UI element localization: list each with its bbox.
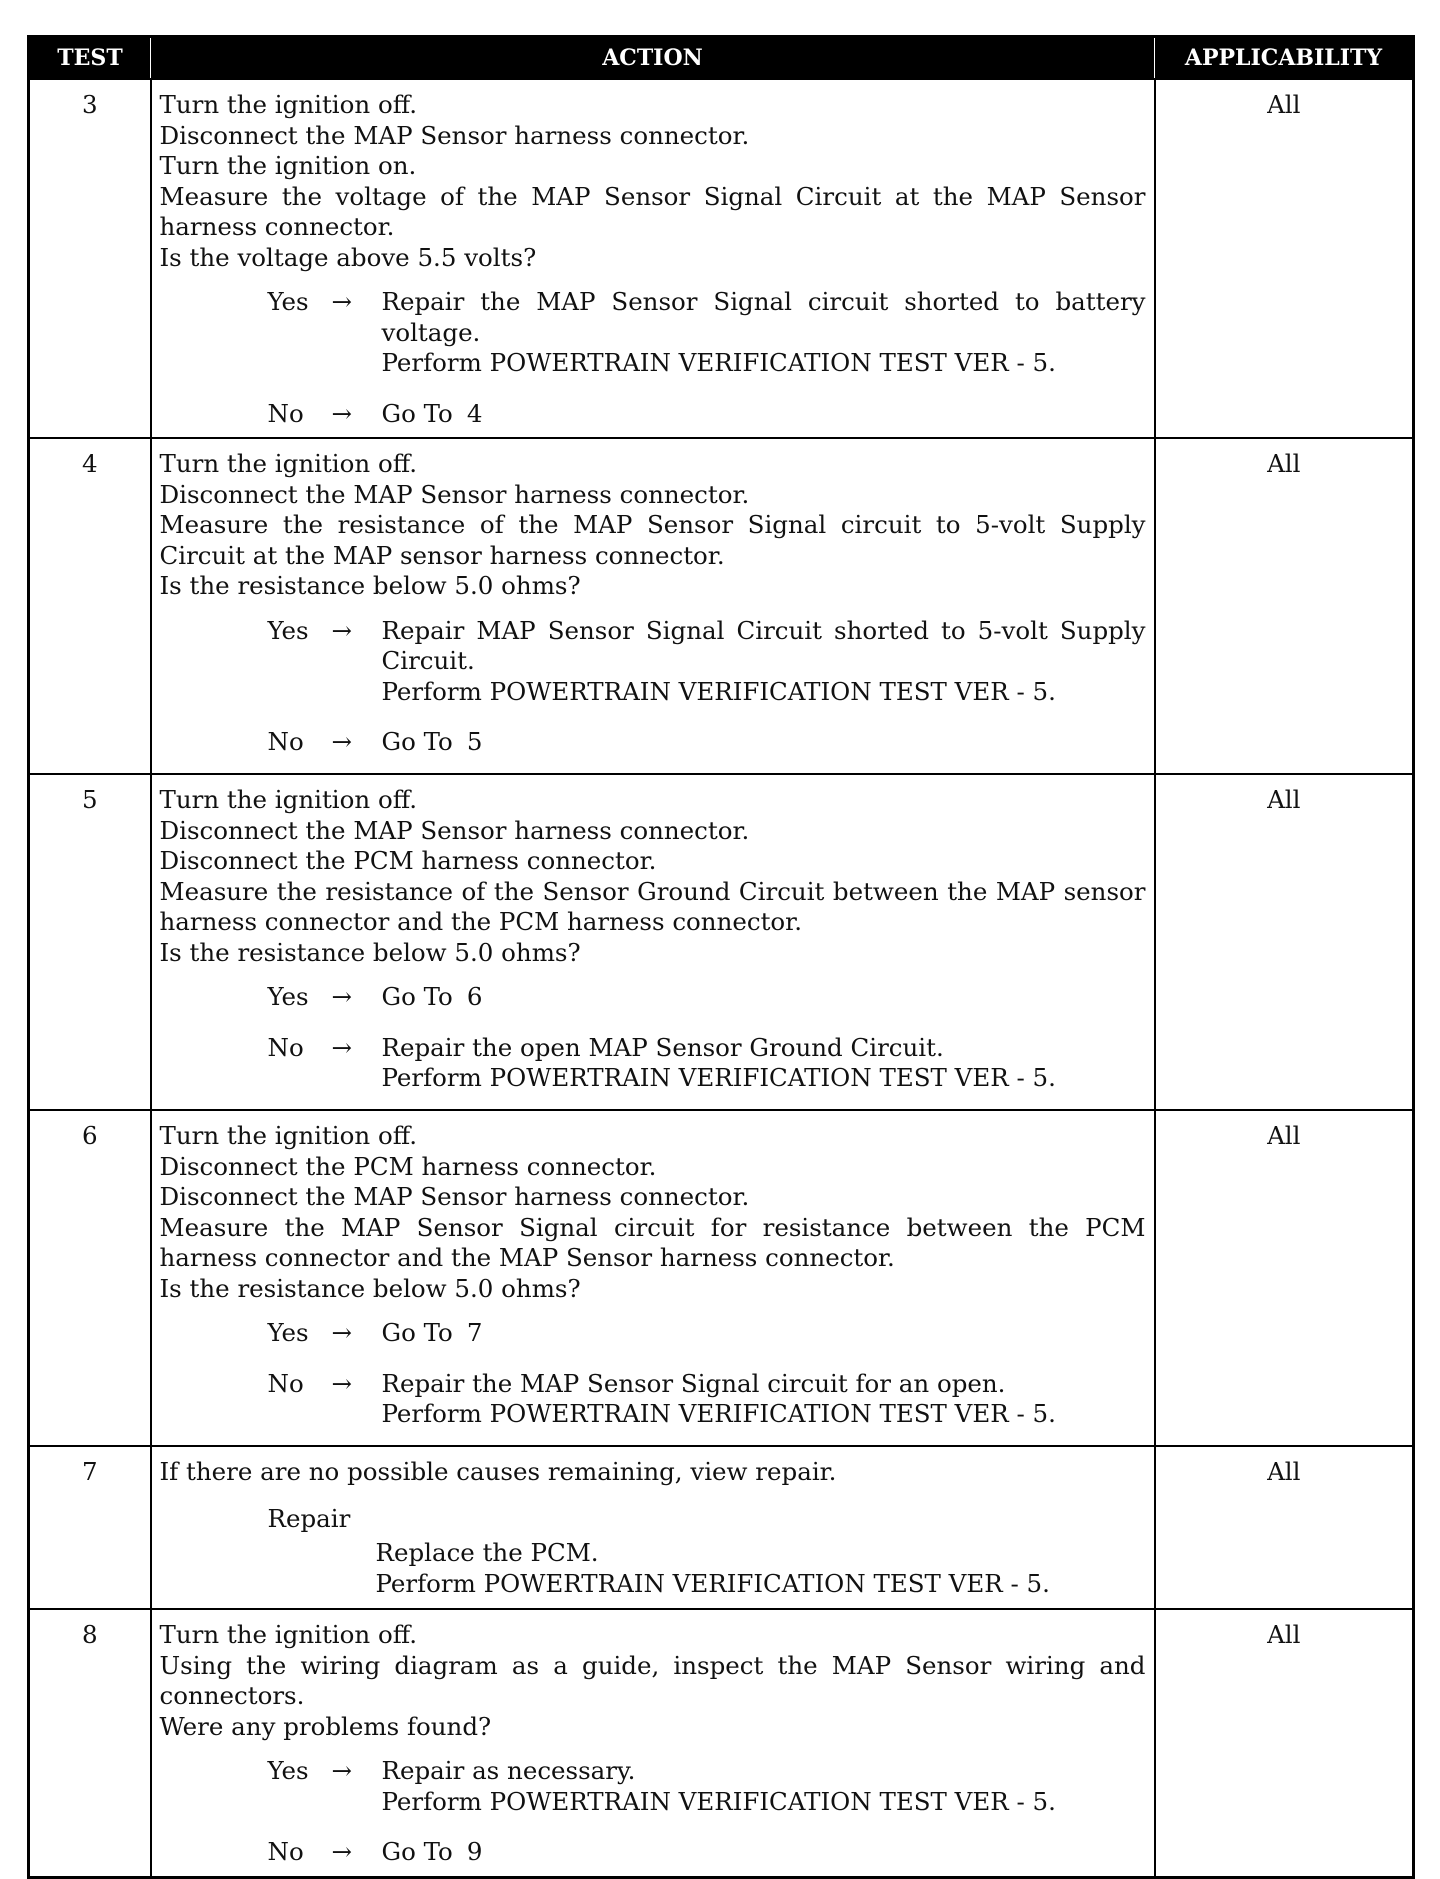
goto-text: Go To (381, 398, 453, 428)
table-row (29, 1446, 1414, 1609)
table-row (29, 774, 1414, 1110)
repair-instructions (376, 1538, 1146, 1599)
answer-result (382, 727, 1146, 758)
answer-result (382, 1756, 1146, 1817)
table-row (29, 438, 1414, 774)
answer-yes (160, 1756, 1146, 1817)
repair-line: Replace the PCM. (375, 1538, 599, 1567)
repair-label: Repair (267, 1503, 351, 1533)
applicability-value: All (1155, 774, 1414, 1110)
result-line: Perform POWERTRAIN VERIFICATION TEST VER - 5. (381, 1063, 1056, 1092)
arrow-right-icon: → (331, 1318, 353, 1347)
test-number: 3 (29, 79, 151, 438)
action-step: Using the wiring diagram as a guide, inspect the MAP Sensor wiring and connectors. (159, 1650, 1146, 1710)
goto-step-number: 4 (466, 398, 483, 428)
answer-result (382, 1033, 1146, 1094)
action-step: Disconnect the MAP Sensor harness connector. (159, 1182, 750, 1211)
arrow-right-icon: → (331, 1032, 353, 1062)
goto-text: Go To (381, 1837, 453, 1866)
table-row (29, 1609, 1414, 1877)
answer-options (160, 1318, 1146, 1430)
header-applicability: APPLICABILITY (1155, 37, 1414, 80)
action-step: Measure the resistance of the Sensor Ground Circuit between the MAP sensor harness connector and the PCM harness connector. (159, 876, 1146, 936)
action-step: Turn the ignition on. (159, 151, 417, 180)
goto-text: Go To (381, 982, 453, 1011)
action-cell (151, 774, 1155, 1110)
answer-no (160, 399, 1146, 430)
answer-yes (160, 1318, 1146, 1349)
answer-result (382, 1837, 1146, 1868)
result-line: Repair MAP Sensor Signal Circuit shorted to 5-volt Supply Circuit. (381, 615, 1146, 675)
action-step: Measure the resistance of the MAP Sensor Signal circuit to 5-volt Supply Circuit at the MAP sensor harness connector. (159, 510, 1146, 570)
arrow-right-icon: → (331, 1368, 353, 1398)
repair-line: Perform POWERTRAIN VERIFICATION TEST VER - 5. (375, 1568, 1050, 1598)
action-step: Is the resistance below 5.0 ohms? (159, 571, 581, 600)
goto-text: Go To (381, 1318, 453, 1347)
diagnostic-test-table (27, 35, 1415, 1879)
action-cell (151, 79, 1155, 438)
goto-step-number: 6 (466, 982, 483, 1011)
answer-options (160, 616, 1146, 758)
result-line: Perform POWERTRAIN VERIFICATION TEST VER - 5. (381, 676, 1056, 706)
action-step: Turn the ignition off. (159, 449, 418, 478)
answer-no (160, 1369, 1146, 1430)
action-step: Is the resistance below 5.0 ohms? (159, 937, 581, 967)
action-step: Disconnect the PCM harness connector. (159, 846, 657, 875)
arrow-right-icon: → (331, 727, 353, 756)
result-line: Repair the MAP Sensor Signal circuit for an open. (381, 1368, 1006, 1398)
arrow-right-icon: → (331, 398, 353, 428)
result-line: Repair the MAP Sensor Signal circuit shorted to battery voltage. (381, 287, 1146, 347)
answer-options (160, 982, 1146, 1094)
action-step: Turn the ignition off. (159, 90, 418, 119)
goto-step-number: 7 (466, 1318, 483, 1347)
answer-label: Yes (267, 287, 309, 316)
applicability-value: All (1155, 79, 1414, 438)
action-step: Turn the ignition off. (159, 1121, 418, 1150)
action-step: Disconnect the PCM harness connector. (159, 1151, 657, 1181)
goto-text: Go To (381, 727, 453, 756)
table-row (29, 79, 1414, 438)
applicability-value: All (1155, 1609, 1414, 1877)
answer-label: No (267, 398, 304, 428)
table-header-row (29, 37, 1414, 80)
answer-result (382, 287, 1146, 379)
action-step: Disconnect the MAP Sensor harness connector. (159, 479, 750, 509)
test-number: 8 (29, 1609, 151, 1877)
result-line: Perform POWERTRAIN VERIFICATION TEST VER - 5. (381, 1786, 1056, 1816)
answer-label: Yes (267, 1318, 309, 1347)
result-line: Perform POWERTRAIN VERIFICATION TEST VER - 5. (381, 1399, 1056, 1428)
answer-result (382, 1318, 1146, 1349)
answer-options (160, 287, 1146, 429)
action-step: Is the voltage above 5.5 volts? (159, 242, 537, 272)
result-line: Perform POWERTRAIN VERIFICATION TEST VER - 5. (381, 348, 1056, 377)
answer-result (382, 1369, 1146, 1430)
answer-label: Yes (267, 982, 309, 1011)
answer-label: No (267, 1837, 304, 1866)
test-number: 5 (29, 774, 151, 1110)
result-line: Repair the open MAP Sensor Ground Circuit. (381, 1032, 944, 1062)
answer-options (160, 1756, 1146, 1868)
table-row (29, 1110, 1414, 1446)
header-test: TEST (29, 37, 151, 80)
action-step: Turn the ignition off. (159, 785, 418, 814)
answer-label: No (267, 1032, 304, 1062)
action-cell (151, 1609, 1155, 1877)
diagnostic-page (27, 35, 1412, 1879)
applicability-value: All (1155, 1110, 1414, 1446)
action-step: Disconnect the MAP Sensor harness connector. (159, 815, 750, 845)
test-number: 6 (29, 1110, 151, 1446)
arrow-right-icon: → (331, 1756, 353, 1785)
goto-step-number: 9 (466, 1837, 483, 1866)
action-cell (151, 1446, 1155, 1609)
answer-label: Yes (267, 615, 309, 645)
answer-yes (160, 982, 1146, 1013)
answer-label: No (267, 727, 304, 756)
test-number: 7 (29, 1446, 151, 1609)
arrow-right-icon: → (331, 1837, 353, 1866)
header-action: ACTION (151, 37, 1155, 80)
action-step: Disconnect the MAP Sensor harness connector. (159, 120, 750, 150)
applicability-value: All (1155, 1446, 1414, 1609)
action-step: Measure the MAP Sensor Signal circuit for resistance between the PCM harness connector and the MAP Sensor harness connector. (159, 1212, 1146, 1272)
test-number: 4 (29, 438, 151, 774)
answer-yes (160, 616, 1146, 708)
action-step: Is the resistance below 5.0 ohms? (159, 1273, 581, 1303)
arrow-right-icon: → (331, 982, 353, 1011)
action-step: Turn the ignition off. (159, 1620, 418, 1649)
answer-result (382, 399, 1146, 430)
applicability-value: All (1155, 438, 1414, 774)
answer-label: No (267, 1368, 304, 1398)
answer-result (382, 616, 1146, 708)
table-body (29, 79, 1414, 1877)
goto-step-number: 5 (466, 727, 483, 756)
arrow-right-icon: → (331, 287, 353, 316)
answer-result (382, 982, 1146, 1013)
answer-yes (160, 287, 1146, 379)
action-step: Measure the voltage of the MAP Sensor Signal Circuit at the MAP Sensor harness connector. (159, 181, 1146, 241)
answer-no (160, 1033, 1146, 1094)
action-step: If there are no possible causes remaining, view repair. (159, 1457, 837, 1486)
action-cell (151, 1110, 1155, 1446)
answer-label: Yes (267, 1756, 309, 1785)
action-step: Were any problems found? (159, 1711, 492, 1741)
action-cell (151, 438, 1155, 774)
repair-block (160, 1504, 1146, 1600)
answer-no (160, 727, 1146, 758)
result-line: Repair as necessary. (381, 1756, 636, 1785)
answer-no (160, 1837, 1146, 1868)
arrow-right-icon: → (331, 615, 353, 645)
